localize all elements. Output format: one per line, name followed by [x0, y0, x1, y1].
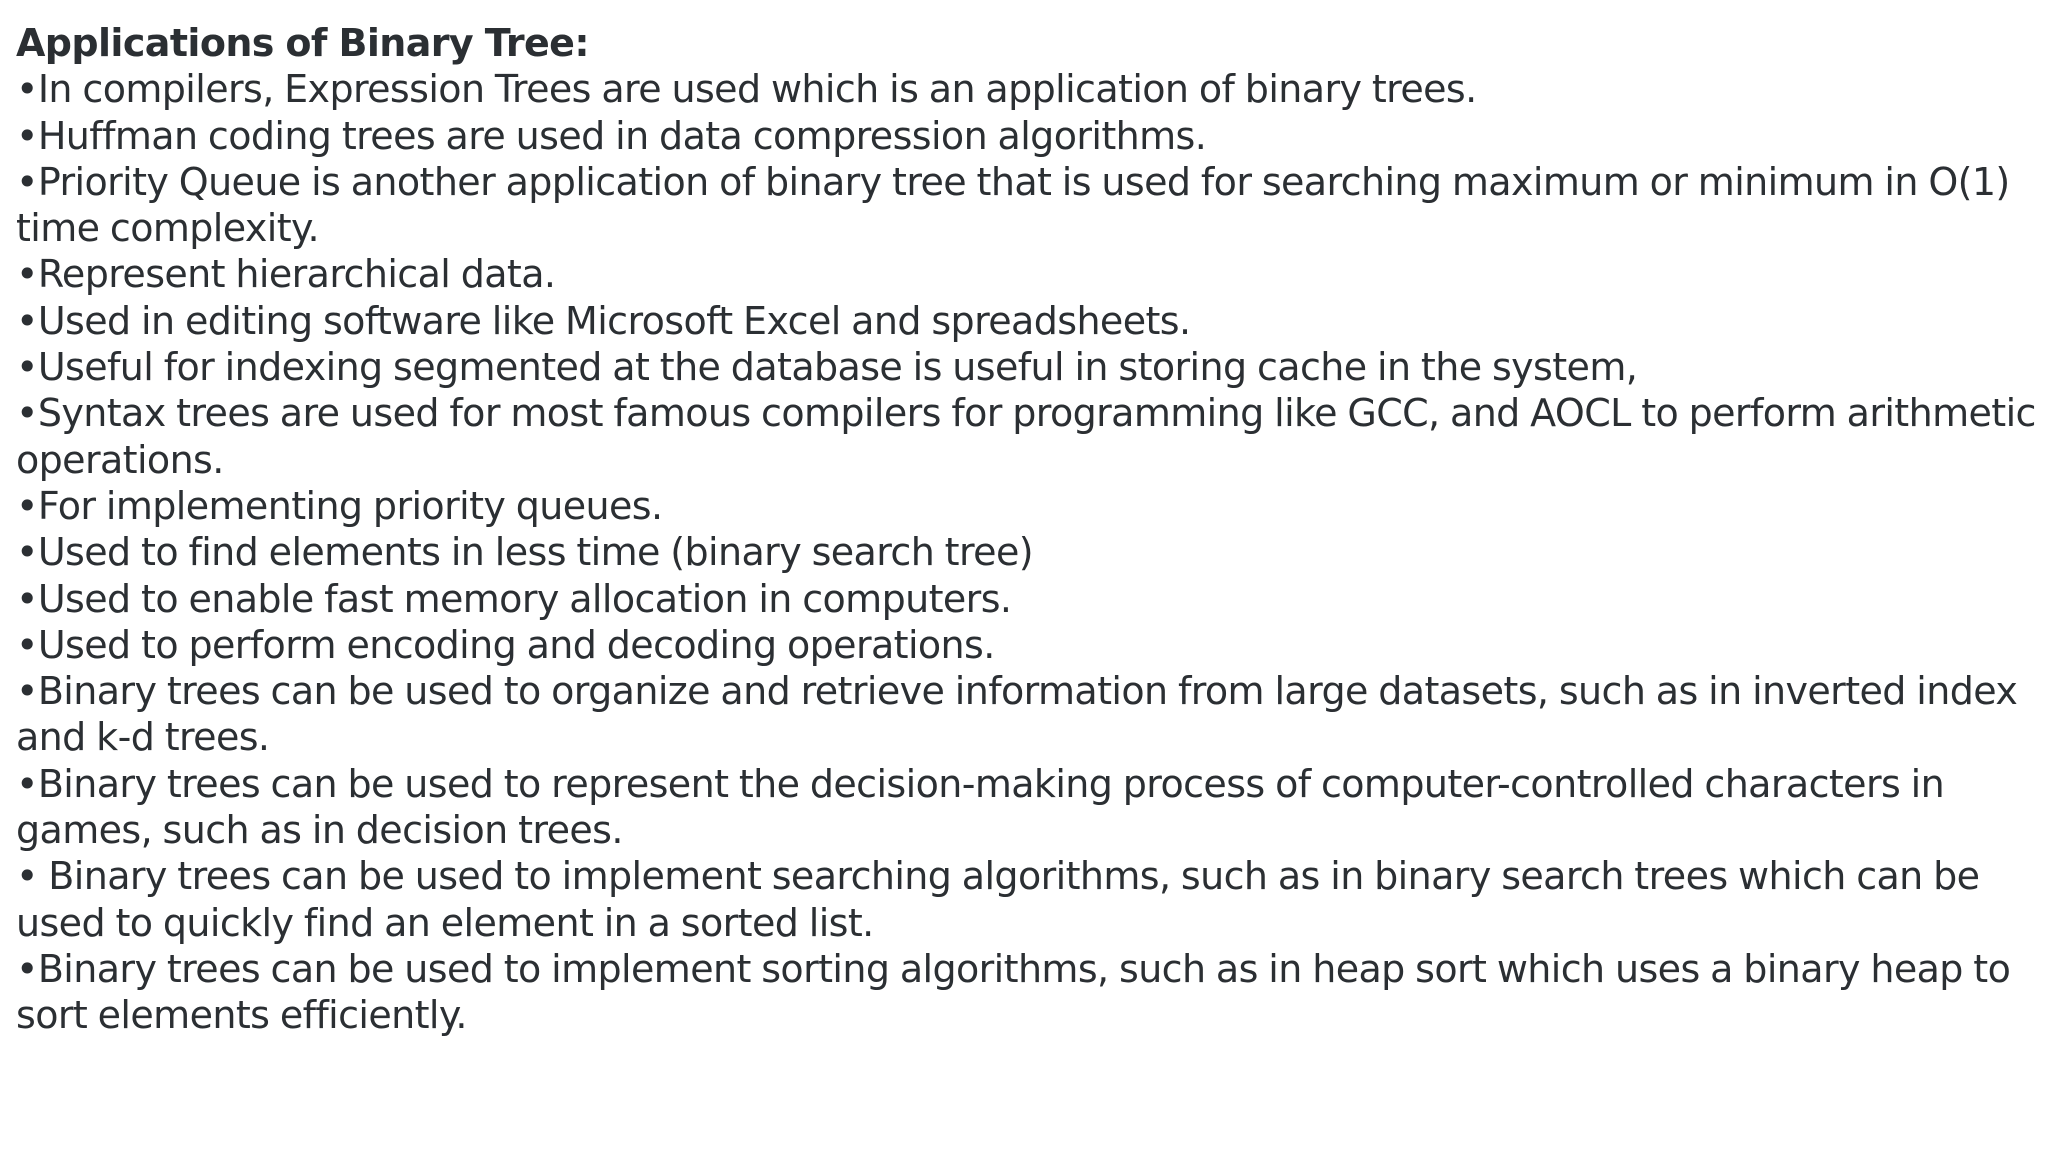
- list-item-text: Binary trees can be used to represent the decision-making process of computer-controlled characters in games, such as in decision trees.: [16, 761, 1945, 853]
- list-item: [16, 298, 2040, 344]
- bullet-icon: •: [16, 854, 38, 899]
- list-item-text: Binary trees can be used to implement sorting algorithms, such as in heap sort which uses a binary heap to sort elements efficiently.: [16, 946, 2011, 1038]
- list-item-text: Priority Queue is another application of binary tree that is used for searching maximum or minimum in O(1) time complexity.: [16, 159, 2010, 251]
- list-item-text: Binary trees can be used to organize and retrieve information from large datasets, such as in inverted index and k-d trees.: [16, 669, 2018, 760]
- list-item: [16, 251, 2040, 297]
- bullet-icon: •: [16, 483, 38, 528]
- bullet-icon: •: [16, 252, 38, 297]
- list-item-text: Syntax trees are used for most famous compilers for programming like GCC, and AOCL to perform arithmetic operations.: [16, 391, 2036, 482]
- list-item-text: In compilers, Expression Trees are used which is an application of binary trees.: [37, 67, 1477, 112]
- bullet-icon: •: [16, 113, 38, 158]
- list-item: [16, 946, 2040, 1039]
- list-item: [16, 761, 2040, 854]
- list-item: [16, 483, 2040, 529]
- list-item: [16, 390, 2040, 483]
- slide-content: [16, 20, 2040, 1039]
- list-item-text: Useful for indexing segmented at the database is useful in storing cache in the system,: [37, 345, 1638, 390]
- list-item: [16, 529, 2040, 575]
- list-item-text: Huffman coding trees are used in data compression algorithms.: [37, 113, 1207, 158]
- list-item-text: Used to perform encoding and decoding operations.: [37, 622, 995, 667]
- list-item: [16, 668, 2040, 761]
- list-item: [16, 344, 2040, 390]
- bullet-icon: •: [16, 159, 38, 204]
- applications-list: [16, 66, 2040, 1038]
- list-item: [16, 853, 2040, 946]
- list-item: [16, 622, 2040, 668]
- list-item-text: Binary trees can be used to implement searching algorithms, such as in binary search trees which can be used to quickly find an element in a sorted list.: [16, 854, 1980, 945]
- bullet-icon: •: [16, 622, 38, 667]
- bullet-icon: •: [16, 530, 38, 575]
- bullet-icon: •: [16, 669, 38, 714]
- list-item-text: Used in editing software like Microsoft Excel and spreadsheets.: [37, 298, 1191, 343]
- list-item-text: Represent hierarchical data.: [37, 252, 556, 297]
- list-item: [16, 159, 2040, 252]
- bullet-icon: •: [16, 391, 38, 436]
- bullet-icon: •: [16, 298, 38, 343]
- bullet-icon: •: [16, 576, 38, 621]
- bullet-icon: •: [16, 345, 38, 390]
- list-item: [16, 576, 2040, 622]
- list-item: [16, 113, 2040, 159]
- bullet-icon: •: [16, 761, 38, 806]
- bullet-icon: •: [16, 946, 38, 991]
- slide-title: Applications of Binary Tree:: [16, 21, 589, 65]
- list-item: [16, 66, 2040, 112]
- bullet-icon: •: [16, 67, 38, 112]
- list-item-text: Used to enable fast memory allocation in computers.: [37, 576, 1012, 621]
- list-item-text: Used to find elements in less time (binary search tree): [37, 530, 1033, 575]
- list-item-text: For implementing priority queues.: [37, 483, 663, 528]
